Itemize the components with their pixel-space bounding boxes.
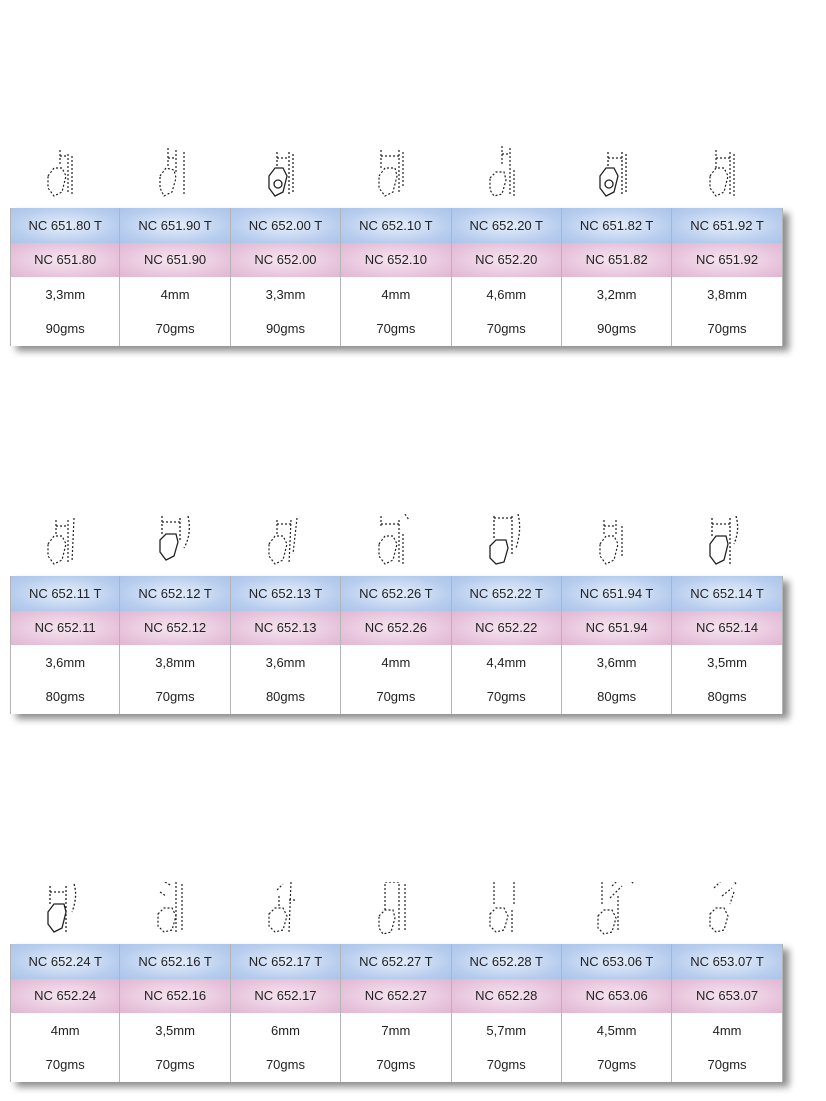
- table-cell: NC 652.00 T: [231, 208, 341, 243]
- table-cell: 3,6mm: [10, 645, 120, 680]
- weight-row: [10, 680, 783, 715]
- table-cell: 4,5mm: [562, 1013, 672, 1048]
- table-cell: 80gms: [231, 680, 341, 715]
- table-cell: NC 652.10: [341, 243, 451, 278]
- table-cell: 3,5mm: [120, 1013, 230, 1048]
- tool-tip-icon: [231, 876, 341, 940]
- table-cell: 4mm: [120, 277, 230, 312]
- tip-code-row: [10, 944, 783, 979]
- code-row: [10, 979, 783, 1014]
- table-cell: NC 652.20: [452, 243, 562, 278]
- table-cell: NC 652.00: [231, 243, 341, 278]
- tool-tip-icon: [562, 876, 672, 940]
- table-cell: 3,6mm: [562, 645, 672, 680]
- table-cell: 90gms: [231, 312, 341, 347]
- tool-tip-icon: [231, 140, 341, 204]
- product-table: [10, 208, 783, 346]
- table-cell: 3,2mm: [562, 277, 672, 312]
- table-cell: NC 652.12 T: [120, 576, 230, 611]
- tool-tip-icon: [452, 140, 562, 204]
- table-cell: 70gms: [341, 312, 451, 347]
- tool-tip-icon: [562, 508, 672, 572]
- table-cell: 3,5mm: [672, 645, 782, 680]
- tool-tip-icon: [10, 508, 120, 572]
- table-cell: NC 652.28: [452, 979, 562, 1014]
- tool-tip-icon: [562, 140, 672, 204]
- table-cell: NC 652.13 T: [231, 576, 341, 611]
- product-table: [10, 576, 783, 714]
- table-cell: NC 652.26 T: [341, 576, 451, 611]
- tool-tip-icon: [672, 876, 782, 940]
- table-cell: NC 652.14 T: [672, 576, 782, 611]
- table-cell: 70gms: [341, 1048, 451, 1083]
- table-cell: 70gms: [452, 680, 562, 715]
- tool-tip-icon: [672, 508, 782, 572]
- tip-code-row: [10, 576, 783, 611]
- table-cell: NC 652.14: [672, 611, 782, 646]
- size-row: [10, 1013, 783, 1048]
- table-cell: NC 653.07 T: [672, 944, 782, 979]
- table-cell: 4mm: [341, 645, 451, 680]
- product-table: [10, 944, 783, 1082]
- icons-row: [10, 140, 783, 204]
- table-cell: 4mm: [341, 277, 451, 312]
- table-cell: NC 652.27: [341, 979, 451, 1014]
- table-cell: NC 653.06: [562, 979, 672, 1014]
- tool-tip-icon: [231, 508, 341, 572]
- table-cell: 3,3mm: [10, 277, 120, 312]
- tool-tip-icon: [341, 140, 451, 204]
- table-cell: NC 651.90: [120, 243, 230, 278]
- tool-tip-icon: [120, 140, 230, 204]
- table-cell: NC 651.94 T: [562, 576, 672, 611]
- tool-tip-icon: [452, 876, 562, 940]
- tool-tip-icon: [672, 140, 782, 204]
- table-cell: NC 651.80 T: [10, 208, 120, 243]
- table-cell: 90gms: [562, 312, 672, 347]
- table-cell: 6mm: [231, 1013, 341, 1048]
- table-cell: NC 652.22: [452, 611, 562, 646]
- table-cell: NC 653.06 T: [562, 944, 672, 979]
- code-row: [10, 611, 783, 646]
- table-cell: NC 653.07: [672, 979, 782, 1014]
- table-cell: 4,6mm: [452, 277, 562, 312]
- table-cell: 90gms: [10, 312, 120, 347]
- table-cell: 70gms: [672, 1048, 782, 1083]
- table-cell: 70gms: [231, 1048, 341, 1083]
- table-cell: NC 651.92: [672, 243, 782, 278]
- table-cell: 3,8mm: [672, 277, 782, 312]
- table-cell: NC 652.17 T: [231, 944, 341, 979]
- tool-tip-icon: [341, 876, 451, 940]
- table-cell: NC 651.92 T: [672, 208, 782, 243]
- tool-tip-icon: [452, 508, 562, 572]
- table-cell: NC 652.26: [341, 611, 451, 646]
- tool-tip-icon: [120, 876, 230, 940]
- table-cell: NC 652.27 T: [341, 944, 451, 979]
- table-cell: 4mm: [10, 1013, 120, 1048]
- size-row: [10, 645, 783, 680]
- tool-tip-icon: [10, 140, 120, 204]
- size-row: [10, 277, 783, 312]
- table-cell: 3,8mm: [120, 645, 230, 680]
- table-cell: 70gms: [120, 680, 230, 715]
- table-cell: NC 652.22 T: [452, 576, 562, 611]
- weight-row: [10, 1048, 783, 1083]
- table-cell: NC 652.24: [10, 979, 120, 1014]
- table-cell: 3,3mm: [231, 277, 341, 312]
- table-cell: NC 652.11 T: [10, 576, 120, 611]
- table-cell: NC 652.16 T: [120, 944, 230, 979]
- tool-tip-icon: [10, 876, 120, 940]
- table-cell: 70gms: [452, 1048, 562, 1083]
- table-cell: 4mm: [672, 1013, 782, 1048]
- table-cell: 7mm: [341, 1013, 451, 1048]
- table-cell: NC 652.11: [10, 611, 120, 646]
- table-cell: 3,6mm: [231, 645, 341, 680]
- table-cell: 70gms: [120, 1048, 230, 1083]
- tool-tip-icon: [120, 508, 230, 572]
- icons-row: [10, 876, 783, 940]
- table-cell: 5,7mm: [452, 1013, 562, 1048]
- code-row: [10, 243, 783, 278]
- table-cell: NC 652.16: [120, 979, 230, 1014]
- table-cell: 70gms: [452, 312, 562, 347]
- icons-row: [10, 508, 783, 572]
- table-cell: 4,4mm: [452, 645, 562, 680]
- table-cell: NC 652.20 T: [452, 208, 562, 243]
- table-cell: 70gms: [120, 312, 230, 347]
- table-cell: 80gms: [562, 680, 672, 715]
- table-cell: NC 651.82 T: [562, 208, 672, 243]
- table-cell: NC 651.94: [562, 611, 672, 646]
- table-cell: 80gms: [672, 680, 782, 715]
- table-cell: NC 651.82: [562, 243, 672, 278]
- table-cell: NC 652.10 T: [341, 208, 451, 243]
- table-cell: NC 652.24 T: [10, 944, 120, 979]
- tip-code-row: [10, 208, 783, 243]
- table-cell: NC 652.17: [231, 979, 341, 1014]
- table-cell: NC 652.13: [231, 611, 341, 646]
- table-cell: 70gms: [672, 312, 782, 347]
- weight-row: [10, 312, 783, 347]
- table-cell: 70gms: [10, 1048, 120, 1083]
- tool-tip-icon: [341, 508, 451, 572]
- table-cell: 80gms: [10, 680, 120, 715]
- table-cell: NC 652.28 T: [452, 944, 562, 979]
- table-cell: NC 652.12: [120, 611, 230, 646]
- table-cell: 70gms: [562, 1048, 672, 1083]
- table-cell: 70gms: [341, 680, 451, 715]
- table-cell: NC 651.80: [10, 243, 120, 278]
- table-cell: NC 651.90 T: [120, 208, 230, 243]
